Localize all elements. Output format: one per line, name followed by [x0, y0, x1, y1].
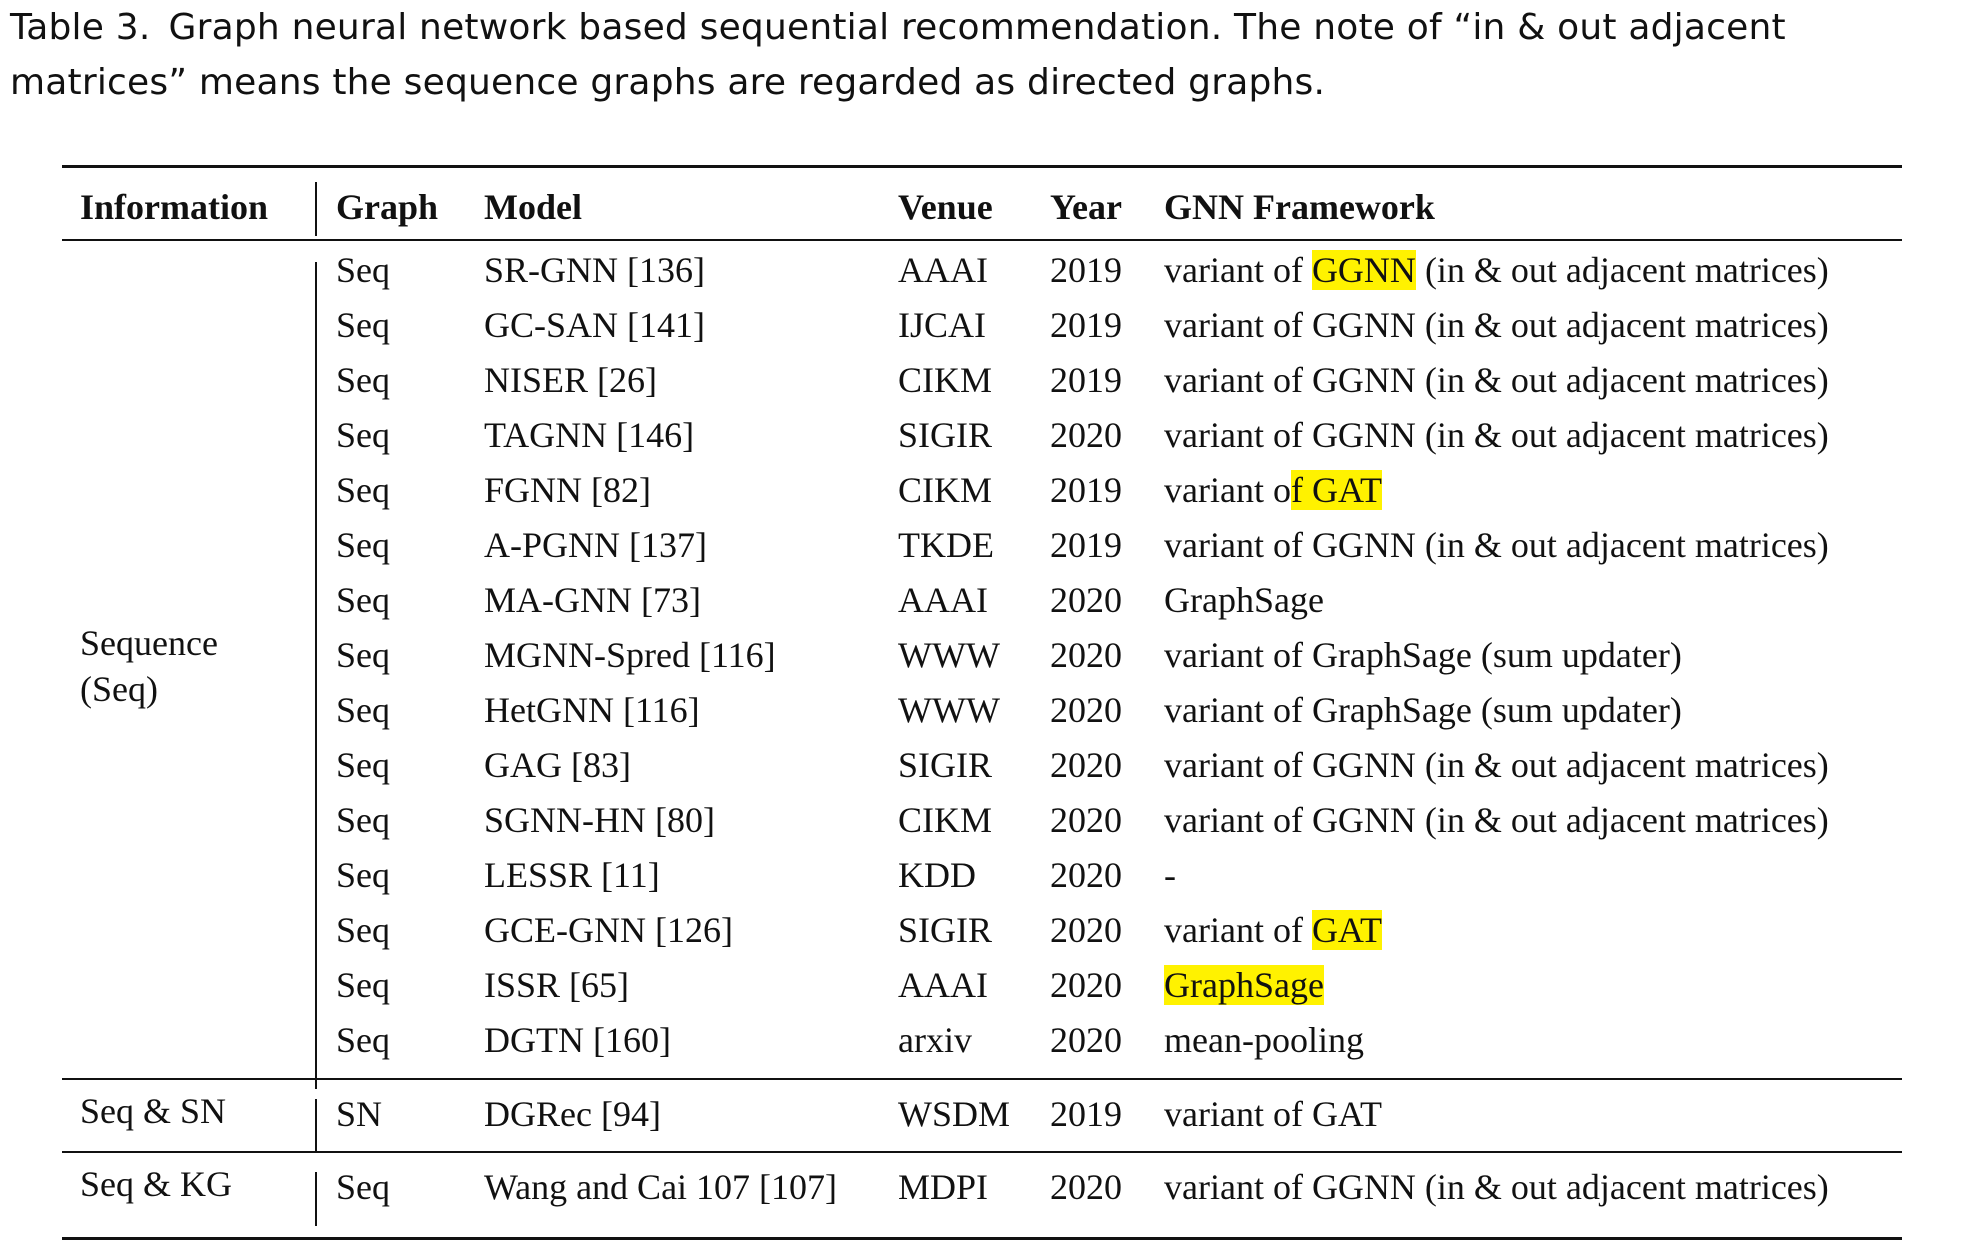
highlighted-text: GAT — [1311, 910, 1382, 950]
cell-graph: Seq — [336, 470, 390, 510]
cell-year: 2020 — [1050, 800, 1122, 840]
framework-text: variant of GGNN (in & out adjacent matrices) — [1164, 525, 1829, 565]
cell-model: Wang and Cai 107 [107] — [484, 1167, 838, 1207]
cell-venue: CIKM — [898, 800, 993, 840]
cell-venue: TKDE — [898, 525, 994, 565]
cell-gnn-framework — [1164, 470, 1382, 510]
cell-gnn-framework — [1164, 910, 1382, 950]
table-row — [62, 1020, 1902, 1060]
cell-model: A-PGNN [137] — [484, 525, 707, 565]
cell-graph: Seq — [336, 635, 390, 675]
cell-year: 2019 — [1050, 305, 1122, 345]
header-divider — [315, 182, 317, 236]
framework-text: variant o — [1164, 470, 1291, 510]
framework-text: variant of GraphSage (sum updater) — [1164, 690, 1682, 730]
cell-venue: SIGIR — [898, 415, 993, 455]
header-graph: Graph — [336, 187, 439, 227]
table-row — [62, 360, 1902, 400]
cell-year: 2019 — [1050, 360, 1122, 400]
cell-graph: Seq — [336, 360, 390, 400]
cell-gnn-framework — [1164, 360, 1829, 400]
cell-venue: WWW — [898, 690, 1000, 730]
cell-gnn-framework — [1164, 580, 1324, 620]
cell-gnn-framework — [1164, 250, 1829, 290]
cell-model: HetGNN [116] — [484, 690, 700, 730]
framework-text: GraphSage — [1164, 580, 1324, 620]
cell-model: MA-GNN [73] — [484, 580, 701, 620]
cell-year: 2020 — [1050, 1020, 1122, 1060]
table-row — [62, 415, 1902, 455]
highlighted-text: GGNN — [1311, 250, 1416, 290]
framework-text: variant of — [1164, 250, 1312, 290]
cell-venue: SIGIR — [898, 910, 993, 950]
cell-model: DGRec [94] — [484, 1094, 661, 1134]
highlighted-text: GraphSage — [1164, 965, 1324, 1005]
cell-graph: Seq — [336, 1167, 390, 1207]
cell-gnn-framework — [1164, 1020, 1364, 1060]
cell-year: 2020 — [1050, 415, 1122, 455]
framework-text: mean-pooling — [1164, 1020, 1364, 1060]
header-year: Year — [1050, 187, 1122, 227]
cell-model: ISSR [65] — [484, 965, 630, 1005]
group-rule — [62, 1078, 1902, 1080]
cell-venue: MDPI — [898, 1167, 989, 1207]
cell-model: FGNN [82] — [484, 470, 651, 510]
framework-text: variant of GGNN (in & out adjacent matrices) — [1164, 800, 1829, 840]
cell-gnn-framework — [1164, 525, 1829, 565]
framework-text: variant of — [1164, 910, 1312, 950]
cell-year: 2019 — [1050, 250, 1122, 290]
table-row — [62, 525, 1902, 565]
cell-graph: Seq — [336, 800, 390, 840]
highlighted-text: f GAT — [1290, 470, 1382, 510]
cell-gnn-framework — [1164, 745, 1829, 785]
framework-text: - — [1164, 855, 1176, 895]
cell-model: SGNN-HN [80] — [484, 800, 715, 840]
cell-model: GAG [83] — [484, 745, 631, 785]
cell-year: 2020 — [1050, 965, 1122, 1005]
cell-gnn-framework — [1164, 1167, 1829, 1207]
cell-year: 2020 — [1050, 745, 1122, 785]
cell-model: TAGNN [146] — [484, 415, 695, 455]
cell-year: 2020 — [1050, 635, 1122, 675]
cell-venue: AAAI — [898, 250, 988, 290]
framework-text: variant of GAT — [1164, 1094, 1382, 1134]
bottom-rule — [62, 1237, 1902, 1240]
cell-model: GCE-GNN [126] — [484, 910, 733, 950]
cell-graph: Seq — [336, 580, 390, 620]
header-gnn-framework: GNN Framework — [1164, 187, 1435, 227]
table-row — [62, 1094, 1902, 1134]
cell-venue: AAAI — [898, 965, 988, 1005]
recommendation-table — [62, 162, 1902, 1242]
cell-venue: CIKM — [898, 360, 993, 400]
cell-year: 2020 — [1050, 1167, 1122, 1207]
framework-text: variant of GGNN (in & out adjacent matrices) — [1164, 415, 1829, 455]
top-rule — [62, 165, 1902, 168]
cell-graph: Seq — [336, 910, 390, 950]
cell-graph: Seq — [336, 965, 390, 1005]
cell-year: 2020 — [1050, 855, 1122, 895]
cell-gnn-framework — [1164, 800, 1829, 840]
framework-text: variant of GGNN (in & out adjacent matrices) — [1164, 1167, 1829, 1207]
cell-venue: arxiv — [898, 1020, 972, 1060]
group-information-line: Seq & KG — [80, 1164, 232, 1204]
cell-venue: WSDM — [898, 1094, 1011, 1134]
caption-text: Graph neural network based sequential recommendation. The note of “in & out adjacent matrices” means the sequence graphs are regarded as directed graphs. — [10, 7, 1786, 103]
caption-label: Table 3. — [10, 7, 151, 48]
table-row — [62, 965, 1902, 1005]
cell-year: 2020 — [1050, 690, 1122, 730]
cell-graph: Seq — [336, 1020, 390, 1060]
cell-gnn-framework — [1164, 690, 1682, 730]
cell-venue: SIGIR — [898, 745, 993, 785]
group-rule — [62, 1151, 1902, 1153]
table-row — [62, 470, 1902, 510]
table-row — [62, 910, 1902, 950]
cell-model: NISER [26] — [484, 360, 657, 400]
table-row — [62, 305, 1902, 345]
cell-graph: Seq — [336, 305, 390, 345]
table-row — [62, 635, 1902, 675]
cell-gnn-framework — [1164, 415, 1829, 455]
cell-model: GC-SAN [141] — [484, 305, 705, 345]
cell-year: 2020 — [1050, 910, 1122, 950]
cell-graph: SN — [336, 1094, 383, 1134]
framework-text: variant of GGNN (in & out adjacent matrices) — [1164, 305, 1829, 345]
cell-year: 2019 — [1050, 1094, 1122, 1134]
table-row — [62, 745, 1902, 785]
cell-gnn-framework — [1164, 635, 1682, 675]
framework-text: variant of GraphSage (sum updater) — [1164, 635, 1682, 675]
cell-venue: IJCAI — [898, 305, 986, 345]
cell-model: LESSR [11] — [484, 855, 660, 895]
cell-gnn-framework — [1164, 855, 1176, 895]
framework-text: (in & out adjacent matrices) — [1415, 250, 1829, 290]
table-row — [62, 800, 1902, 840]
group-information-line: Seq & SN — [80, 1091, 227, 1131]
header-venue: Venue — [898, 187, 993, 227]
cell-graph: Seq — [336, 525, 390, 565]
cell-model: DGTN [160] — [484, 1020, 671, 1060]
table-row — [62, 580, 1902, 620]
table-row — [62, 1167, 1902, 1207]
cell-venue: AAAI — [898, 580, 988, 620]
group-information-line: (Seq) — [80, 669, 158, 709]
group-information-line: Sequence — [80, 623, 218, 663]
table-row — [62, 690, 1902, 730]
cell-year: 2020 — [1050, 580, 1122, 620]
cell-model: SR-GNN [136] — [484, 250, 705, 290]
framework-text: variant of GGNN (in & out adjacent matrices) — [1164, 745, 1829, 785]
header-model: Model — [484, 187, 582, 227]
cell-year: 2019 — [1050, 470, 1122, 510]
cell-graph: Seq — [336, 415, 390, 455]
cell-year: 2019 — [1050, 525, 1122, 565]
table-row — [62, 250, 1902, 290]
cell-venue: CIKM — [898, 470, 993, 510]
cell-model: MGNN-Spred [116] — [484, 635, 776, 675]
header-information: Information — [80, 187, 268, 227]
cell-graph: Seq — [336, 250, 390, 290]
cell-gnn-framework — [1164, 305, 1829, 345]
cell-gnn-framework — [1164, 1094, 1382, 1134]
header-rule — [62, 239, 1902, 241]
framework-text: variant of GGNN (in & out adjacent matrices) — [1164, 360, 1829, 400]
cell-graph: Seq — [336, 855, 390, 895]
cell-venue: WWW — [898, 635, 1000, 675]
cell-venue: KDD — [898, 855, 976, 895]
cell-graph: Seq — [336, 745, 390, 785]
cell-graph: Seq — [336, 690, 390, 730]
cell-gnn-framework — [1164, 965, 1324, 1005]
table-row — [62, 855, 1902, 895]
table-caption — [10, 0, 1970, 110]
